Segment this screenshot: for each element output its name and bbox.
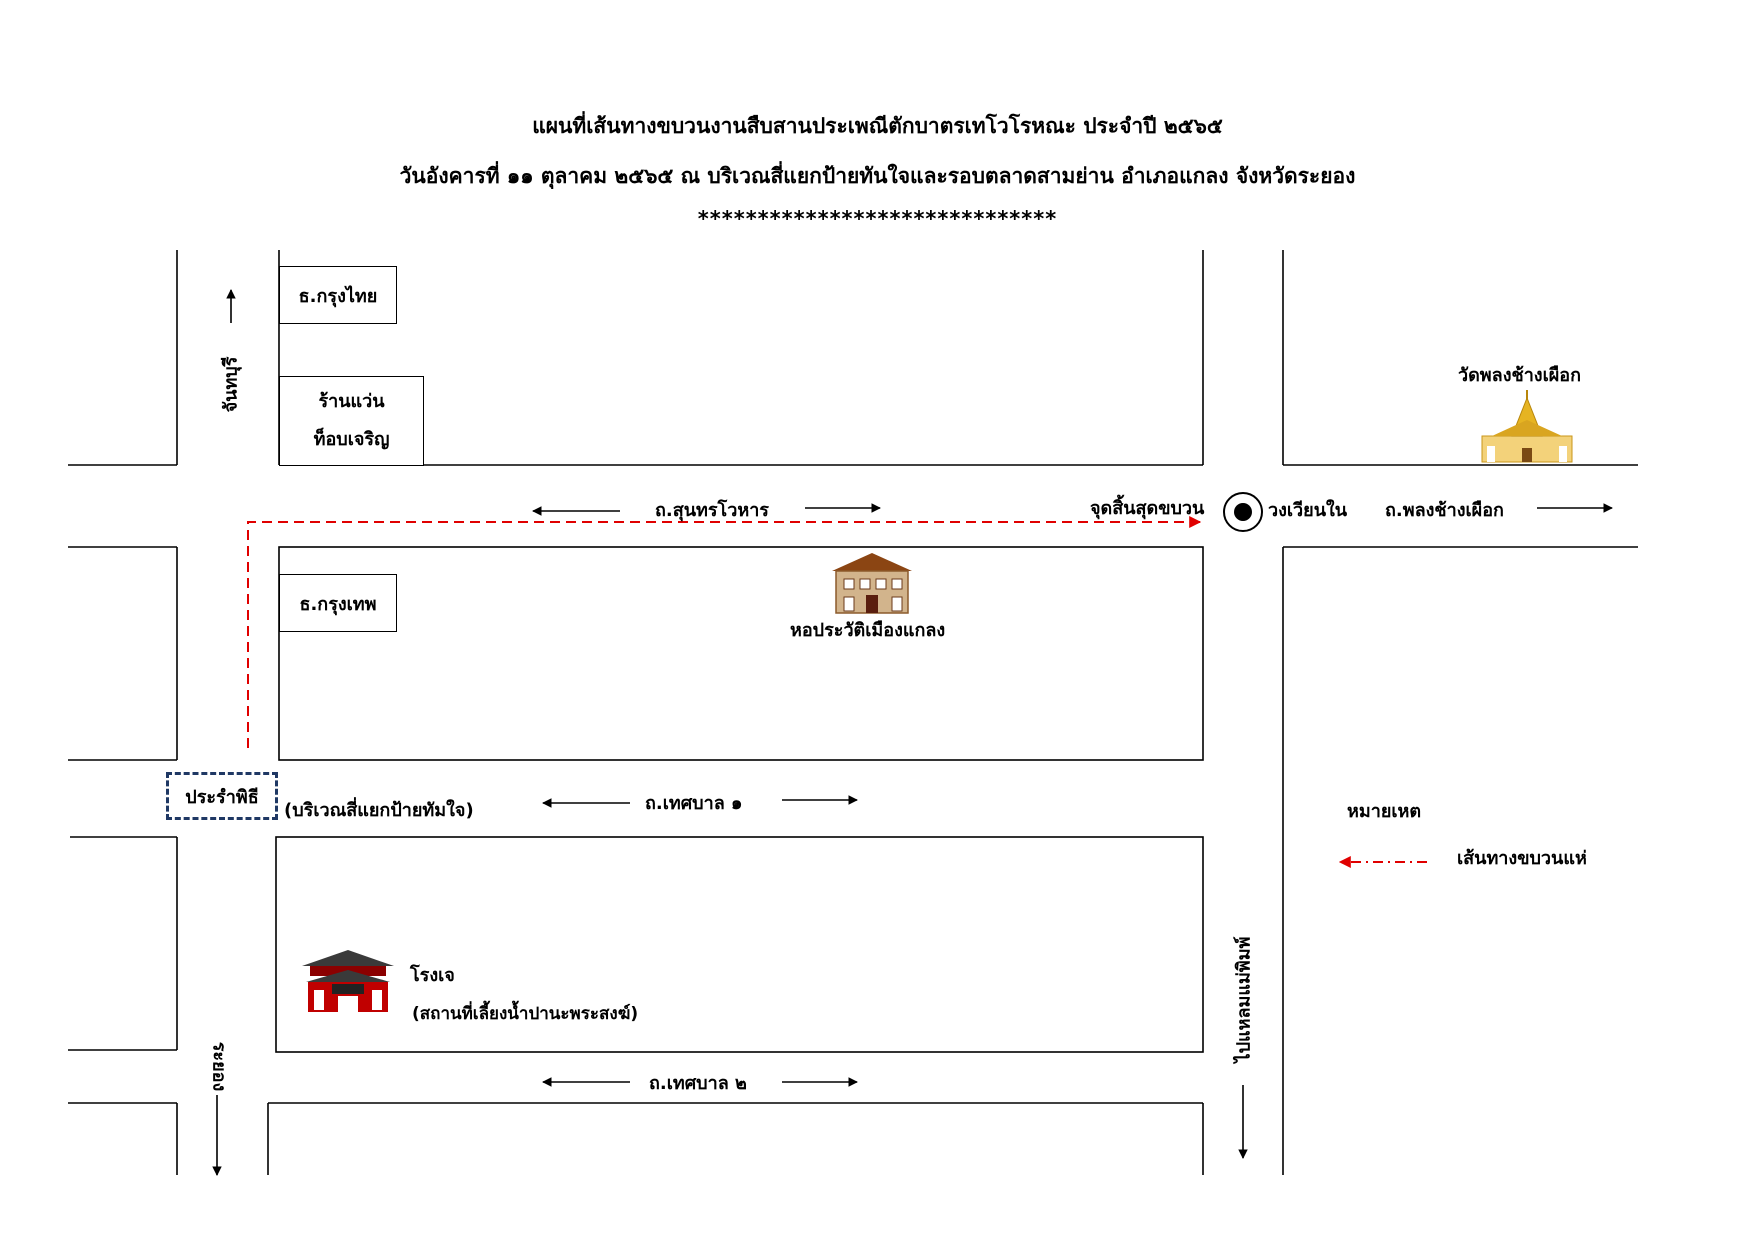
ceremony-label: ประรำพิธี [185, 786, 259, 808]
museum-label: หอประวัติเมืองแกลง [790, 620, 946, 641]
road-thesaban1-label: ถ.เทศบาล ๑ [645, 793, 743, 814]
end-point-label: จุดสิ้นสุดขบวน [1090, 498, 1205, 519]
temple-label: วัดพลงช้างเผือก [1458, 365, 1582, 386]
ceremony-pavilion [166, 772, 278, 820]
road-arrows [217, 290, 1612, 1175]
chanthaburi-label: จันทบุรี [220, 356, 242, 413]
rongje-sub-label: (สถานที่เลี้ยงน้ำปานะพระสงฆ์) [412, 1004, 639, 1024]
map-subtitle: วันอังคารที่ ๑๑ ตุลาคม ๒๕๖๕ ณ บริเวณสี่แยกป้ายทันใจและรอบตลาดสามย่าน อำเภอแกลง จังหวัดระยอง [399, 164, 1356, 188]
optical-shop-label-1: ร้านแว่น [318, 391, 385, 412]
rongje-icon [302, 950, 394, 1012]
krungthep-bank-box [279, 574, 397, 632]
ceremony-note: (บริเวณสี่แยกป้ายทัมใจ) [284, 800, 474, 821]
krungthai-bank-box [279, 266, 397, 324]
rayong-label: ระยอง [208, 1041, 230, 1092]
legend-route-label: เส้นทางขบวนแห่ [1457, 848, 1587, 869]
road-plongchang-label: ถ.พลงช้างเผือก [1385, 500, 1504, 521]
optical-shop-label-2: ท็อบเจริญ [313, 429, 390, 450]
road-sunthorn-label: ถ.สุนทรโวหาร [655, 500, 769, 521]
krungthep-bank-label: ธ.กรุงเทพ [299, 593, 377, 615]
road-thesaban2-label: ถ.เทศบาล ๒ [649, 1073, 747, 1094]
optical-shop-box [279, 376, 424, 466]
map-title: แผนที่เส้นทางขบวนงานสืบสานประเพณีตักบาตรเทโวโรหณะ ประจำปี ๒๕๖๕ [532, 114, 1223, 138]
roundabout-icon [1224, 493, 1262, 531]
rongje-label: โรงเจ [410, 965, 455, 986]
roundabout-label: วงเวียนใน [1268, 500, 1348, 521]
museum-icon [832, 553, 912, 613]
legend-title: หมายเหต [1347, 801, 1422, 822]
temple-icon [1482, 390, 1572, 462]
title-separator: ****************************** [697, 207, 1058, 231]
procession-route [248, 522, 1200, 748]
laem-mae-phim-label: ไปแหลมแม่พิมพ์ [1233, 936, 1255, 1063]
krungthai-bank-label: ธ.กรุงไทย [298, 285, 378, 307]
